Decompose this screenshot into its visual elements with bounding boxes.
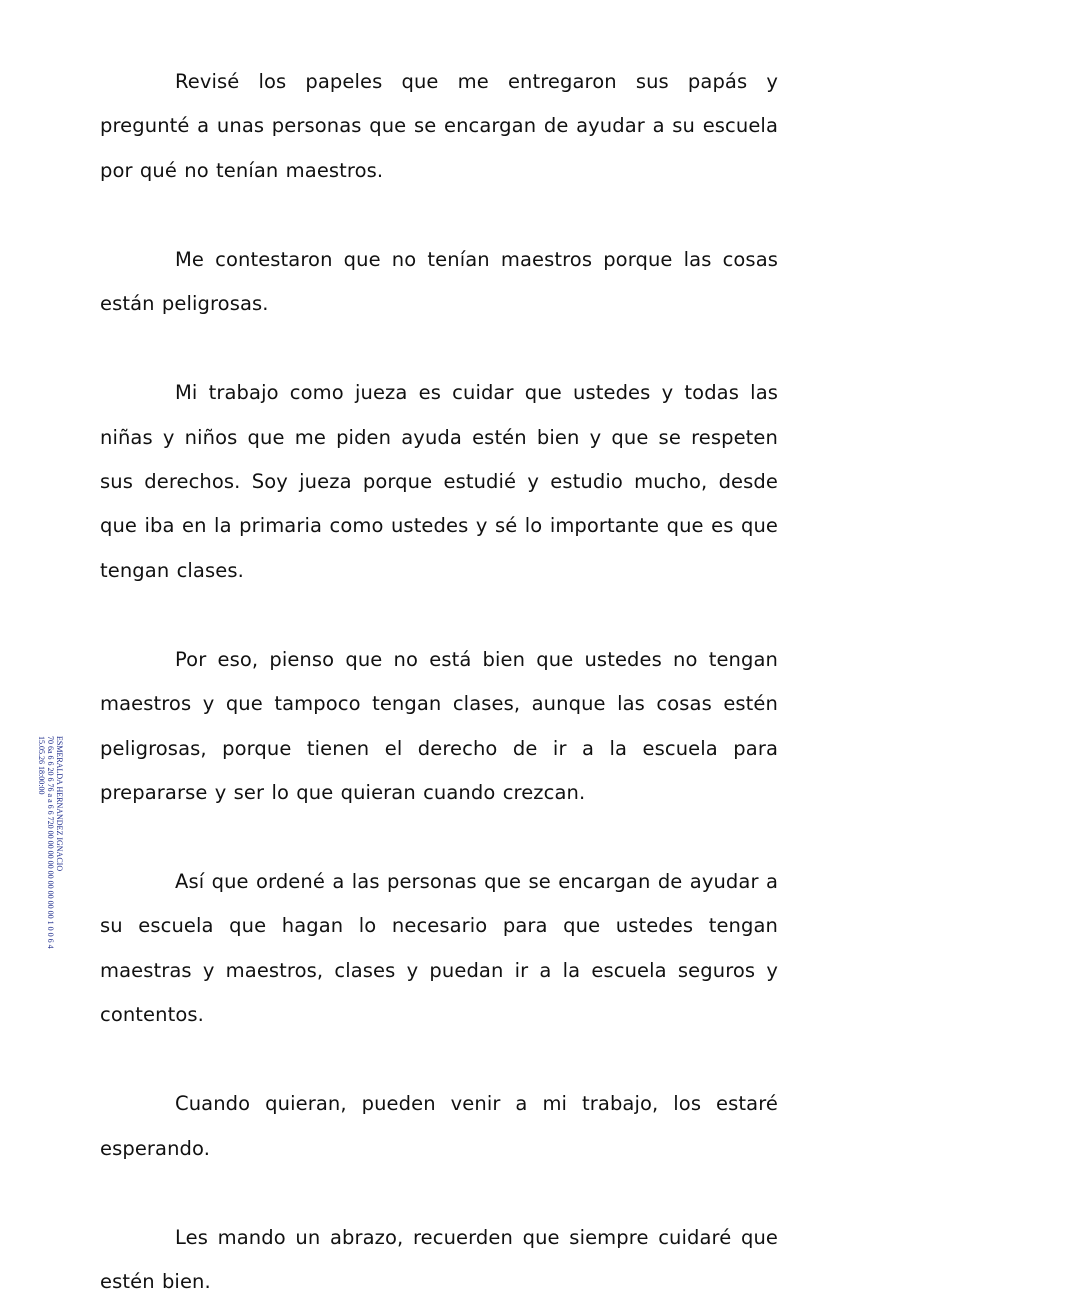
stamp-certificate-id: 70 6a 6 6 20 6 76 a a 6 6 720 00 00 00 00 00 00 00 00 00 1 0 0 6 4 (46, 736, 55, 949)
paragraph-reviewed-papers: Revisé los papeles que me entregaron sus papás y pregunté a unas personas que se encargan de ayudar a su escuela por qué no tenían maestros. (100, 70, 778, 182)
paragraph-order: Así que ordené a las personas que se encargan de ayudar a su escuela que hagan lo necesario para que ustedes tengan maestras y maestros, clases y puedan ir a la escuela seguros y contentos. (100, 870, 778, 1027)
stamp-timestamp: 15.05.26 18:00:00 (37, 736, 46, 795)
stamp-signer-name: ESMERALDA HERNANDEZ IGNACIO (55, 736, 64, 872)
paragraph-invitation: Cuando quieran, pueden venir a mi trabajo, los estaré esperando. (100, 1092, 778, 1160)
paragraph-right-to-school: Por eso, pienso que no está bien que ustedes no tengan maestros y que tampoco tengan clases, aunque las cosas estén peligrosas, porque tienen el derecho de ir a la escuela para prepararse y ser lo que quieran cuando crezcan. (100, 647, 778, 804)
body-text (100, 60, 778, 1305)
electronic-signature-stamp (32, 736, 64, 949)
paragraph-farewell: Les mando un abrazo, recuerden que siempre cuidaré que estén bien. (100, 1225, 778, 1294)
paragraph-answer: Me contestaron que no tenían maestros porque las cosas están peligrosas. (100, 247, 778, 316)
paragraph-judge-work: Mi trabajo como jueza es cuidar que ustedes y todas las niñas y niños que me piden ayuda estén bien y que se respeten sus derechos. Soy jueza porque estudié y estudio mucho, desde que iba en la primaria como ustedes y sé lo importante que es que tengan clases. (100, 381, 778, 582)
